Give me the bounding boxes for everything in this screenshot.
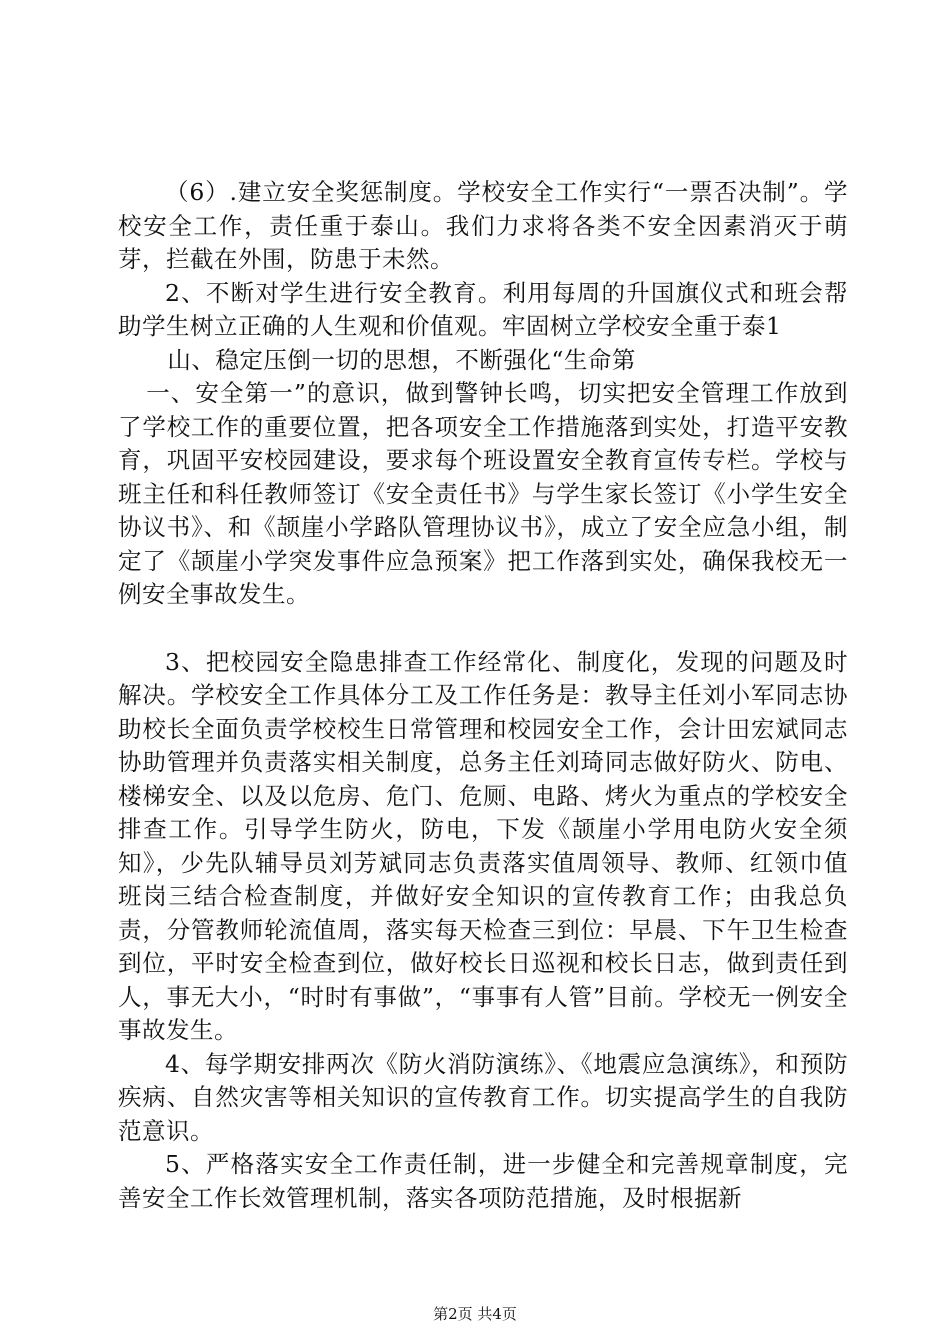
paragraph-stability-line: 山、稳定压倒一切的思想，不断强化“生命第 xyxy=(167,345,636,374)
paragraph-safety-education: 2、不断对学生进行安全教育。利用每周的升国旗仪式和班会帮助学生树立正确的人生观和价值观。牢固树立学校安全重于泰1 xyxy=(118,278,848,340)
paragraph-drills: 4、每学期安排两次《防火消防演练》、《地震应急演练》，和预防疾病、自然灾害等相关知识的宣传教育工作。切实提高学生的自我防范意识。 xyxy=(118,1049,848,1145)
paragraph-reward-punishment: （6）.建立安全奖惩制度。学校安全工作实行“一票否决制”。学校安全工作，责任重于泰山。我们力求将各类不安全因素消灭于萌芽，拦截在外围，防患于未然。 xyxy=(118,178,848,273)
paragraph-responsibility-system: 5、严格落实安全工作责任制，进一步健全和完善规章制度，完善安全工作长效管理机制，落实各项防范措施，及时根据新 xyxy=(118,1150,848,1212)
paragraph-hazard-inspection: 3、把校园安全隐患排查工作经常化、制度化，发现的问题及时解决。学校安全工作具体分工及工作任务是：教导主任刘小军同志协助校长全面负责学校校生日常管理和校园安全工作，会计田宏斌同志协助管理并负责落实相关制度，总务主任刘琦同志做好防火、防电、楼梯安全、以及以危房、危门、危厕、电路、烤火为重点的学校安全排查工作。引导学生防火，防电，下发《颉崖小学用电防火安全须知》，少先队辅导员刘芳斌同志负责落实值周领导、教师、红领巾值班岗三结合检查制度，并做好安全知识的宣传教育工作；由我总负责，分管教师轮流值周，落实每天检查三到位：早晨、下午卫生检查到位，平时安全检查到位，做好校长日巡视和校长日志，做到责任到人，事无大小，“时时有事做”，“事事有人管”目前。学校无一例安全事故发生。 xyxy=(118,647,848,1044)
paragraph-safety-first: 一、安全第一”的意识，做到警钟长鸣，切实把安全管理工作放到了学校工作的重要位置，把各项安全工作措施落到实处，打造平安教育，巩固平安校园建设，要求每个班设置安全教育宣传专栏。学校与班主任和科任教师签订《安全责任书》与学生家长签订《小学生安全协议书》、和《颉崖小学路队管理协议书》，成立了安全应急小组，制定了《颉崖小学突发事件应急预案》把工作落到实处，确保我校无一例安全事故发生。 xyxy=(118,379,848,608)
document-body xyxy=(118,176,848,1215)
page-number-footer: 第2页 共4页 xyxy=(433,1305,517,1323)
